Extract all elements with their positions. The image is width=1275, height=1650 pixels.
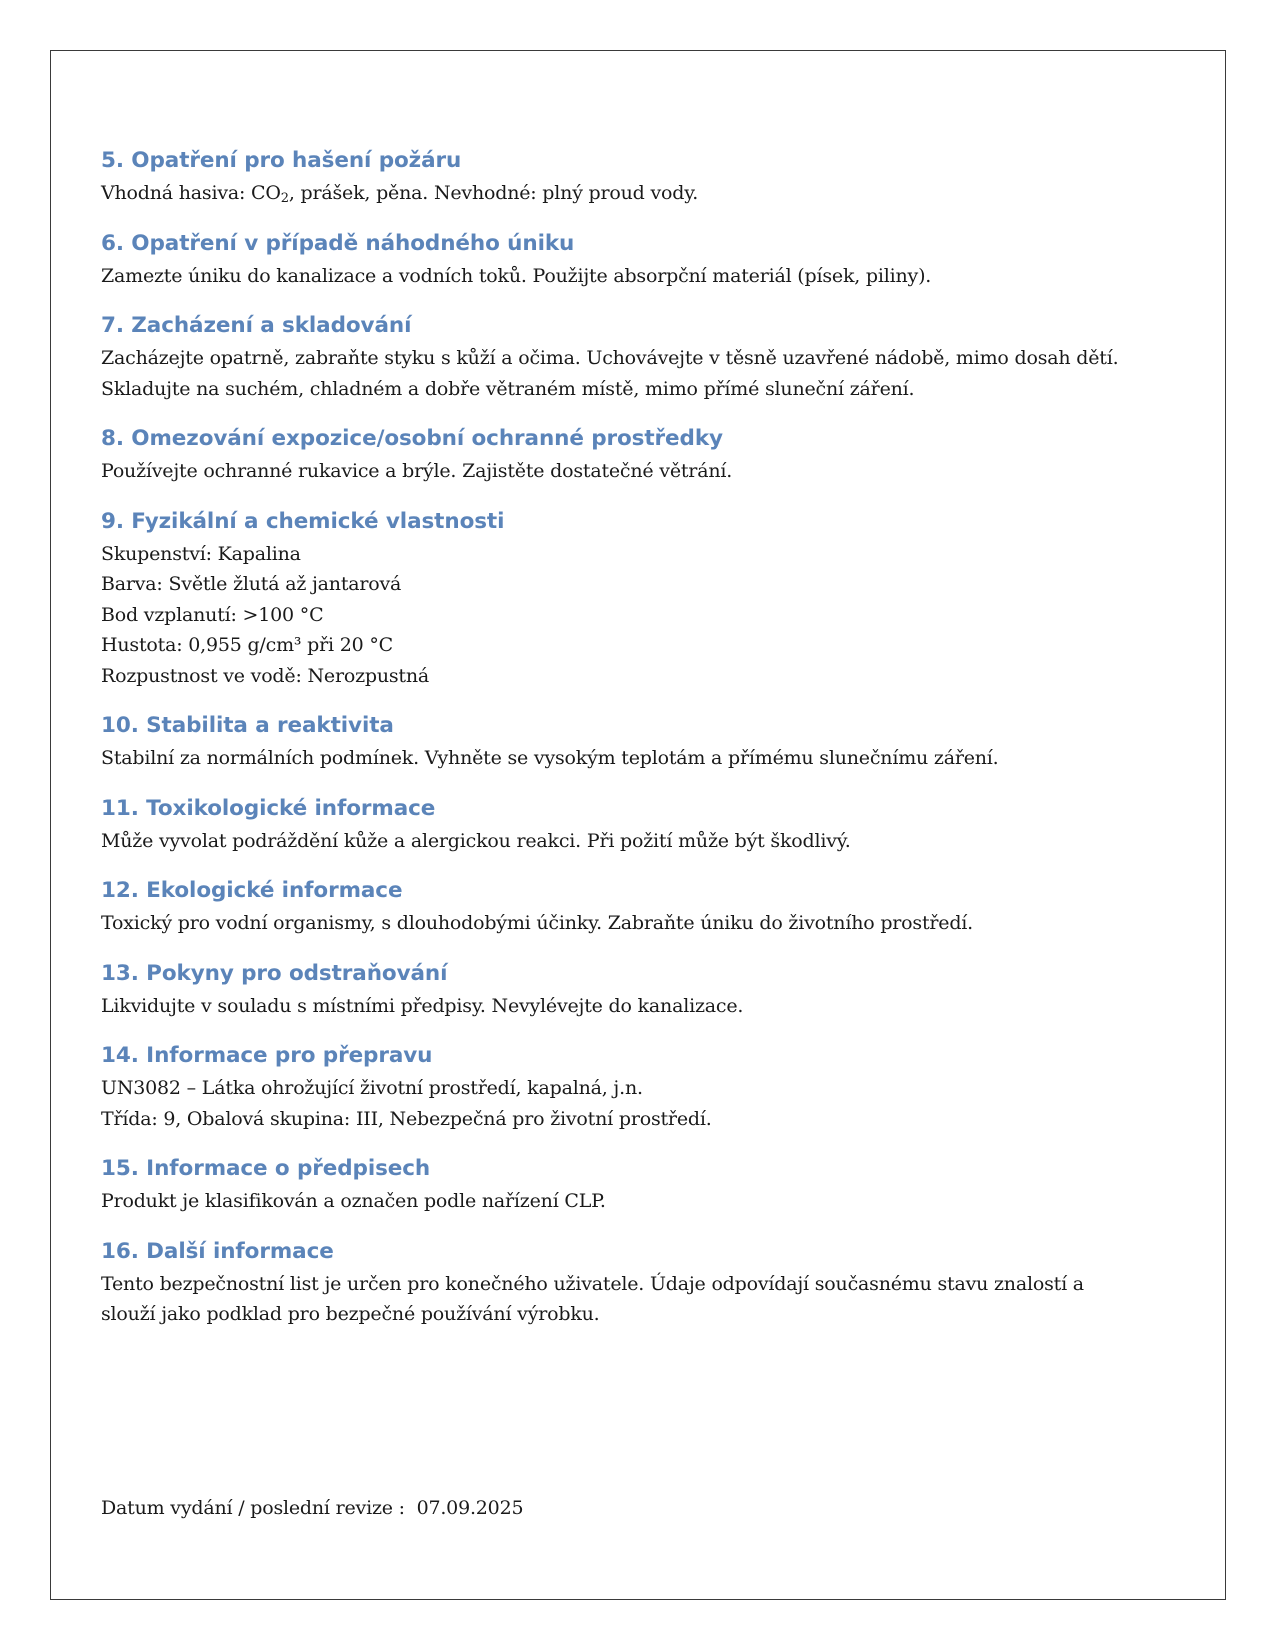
section-text: Třída: 9, Obalová skupina: III, Nebezpečná pro životní prostředí. xyxy=(101,1107,712,1130)
section-heading: 7. Zacházení a skladování xyxy=(101,313,412,338)
revision-date-value: 07.09.2025 xyxy=(416,1497,524,1519)
revision-date-footer xyxy=(101,1493,523,1523)
section-text xyxy=(101,178,1191,209)
section-14-transport xyxy=(101,1041,1191,1134)
property-line: Barva: Světle žlutá až jantarová xyxy=(101,573,402,595)
section-heading: 15. Informace o předpisech xyxy=(101,1156,431,1181)
section-6-accidental-release xyxy=(101,229,1191,292)
section-text: Tento bezpečnostní list je určen pro konečného uživatele. Údaje odpovídají současnému stavu znalostí a xyxy=(101,1272,1084,1295)
section-8-exposure-controls xyxy=(101,424,1191,487)
section-text: Produkt je klasifikován a označen podle nařízení CLP. xyxy=(101,1190,606,1212)
section-heading: 6. Opatření v případě náhodného úniku xyxy=(101,230,575,256)
property-line: Bod vzplanutí: >100 °C xyxy=(101,603,324,626)
section-11-toxicology xyxy=(101,794,1191,857)
section-13-disposal xyxy=(101,959,1191,1022)
section-16-other xyxy=(101,1237,1191,1330)
section-heading: 16. Další informace xyxy=(101,1238,334,1264)
section-heading: 5. Opatření pro hašení požáru xyxy=(101,148,462,173)
section-heading: 11. Toxikologické informace xyxy=(101,795,436,821)
section-text: Likvidujte v souladu s místními předpisy. Nevylévejte do kanalizace. xyxy=(101,994,744,1017)
section-heading: 13. Pokyny pro odstraňování xyxy=(101,960,448,986)
section-7-handling-storage xyxy=(101,311,1191,404)
section-5-fire-fighting xyxy=(101,146,1191,209)
section-15-regulatory xyxy=(101,1154,1191,1217)
section-text: Může vyvolat podráždění kůže a alergickou reakci. Při požití může být škodlivý. xyxy=(101,829,851,852)
section-text: Zacházejte opatrně, zabraňte styku s kůží a očima. Uchovávejte v těsně uzavřené nádobě, mimo dosah dětí. xyxy=(101,347,1119,369)
section-heading: 12. Ekologické informace xyxy=(101,878,403,903)
text-part: Vhodná hasiva: CO xyxy=(101,182,281,204)
document-body xyxy=(101,146,1191,1350)
section-heading: 14. Informace pro přepravu xyxy=(101,1043,433,1068)
section-text: Skladujte na suchém, chladném a dobře větraném místě, mimo přímé sluneční záření. xyxy=(101,377,915,400)
revision-date-label: Datum vydání / poslední revize : xyxy=(101,1497,405,1519)
section-text: Zamezte úniku do kanalizace a vodních toků. Použijte absorpční materiál (písek, piliny). xyxy=(101,264,932,287)
property-line: Skupenství: Kapalina xyxy=(101,542,301,565)
property-line: Hustota: 0,955 g/cm³ při 20 °C xyxy=(101,634,393,656)
section-text: UN3082 – Látka ohrožující životní prostředí, kapalná, j.n. xyxy=(101,1077,643,1099)
property-line: Rozpustnost ve vodě: Nerozpustná xyxy=(101,664,430,687)
section-heading: 10. Stabilita a reaktivita xyxy=(101,713,394,738)
section-text: Toxický pro vodní organismy, s dlouhodobými účinky. Zabraňte úniku do životního prostředí. xyxy=(101,912,973,934)
section-9-physical-properties xyxy=(101,507,1191,692)
section-text: Používejte ochranné rukavice a brýle. Zajistěte dostatečné větrání. xyxy=(101,460,733,482)
subscript: 2 xyxy=(280,191,289,206)
section-heading: 9. Fyzikální a chemické vlastnosti xyxy=(101,508,505,534)
text-part: , prášek, pěna. Nevhodné: plný proud vody. xyxy=(288,182,699,204)
section-heading: 8. Omezování expozice/osobní ochranné prostředky xyxy=(101,426,723,451)
section-text: slouží jako podklad pro bezpečné používání výrobku. xyxy=(101,1303,600,1325)
section-12-ecology xyxy=(101,876,1191,939)
section-text: Stabilní za normálních podmínek. Vyhněte se vysokým teplotám a přímému slunečnímu záření. xyxy=(101,747,999,769)
section-10-stability xyxy=(101,711,1191,774)
